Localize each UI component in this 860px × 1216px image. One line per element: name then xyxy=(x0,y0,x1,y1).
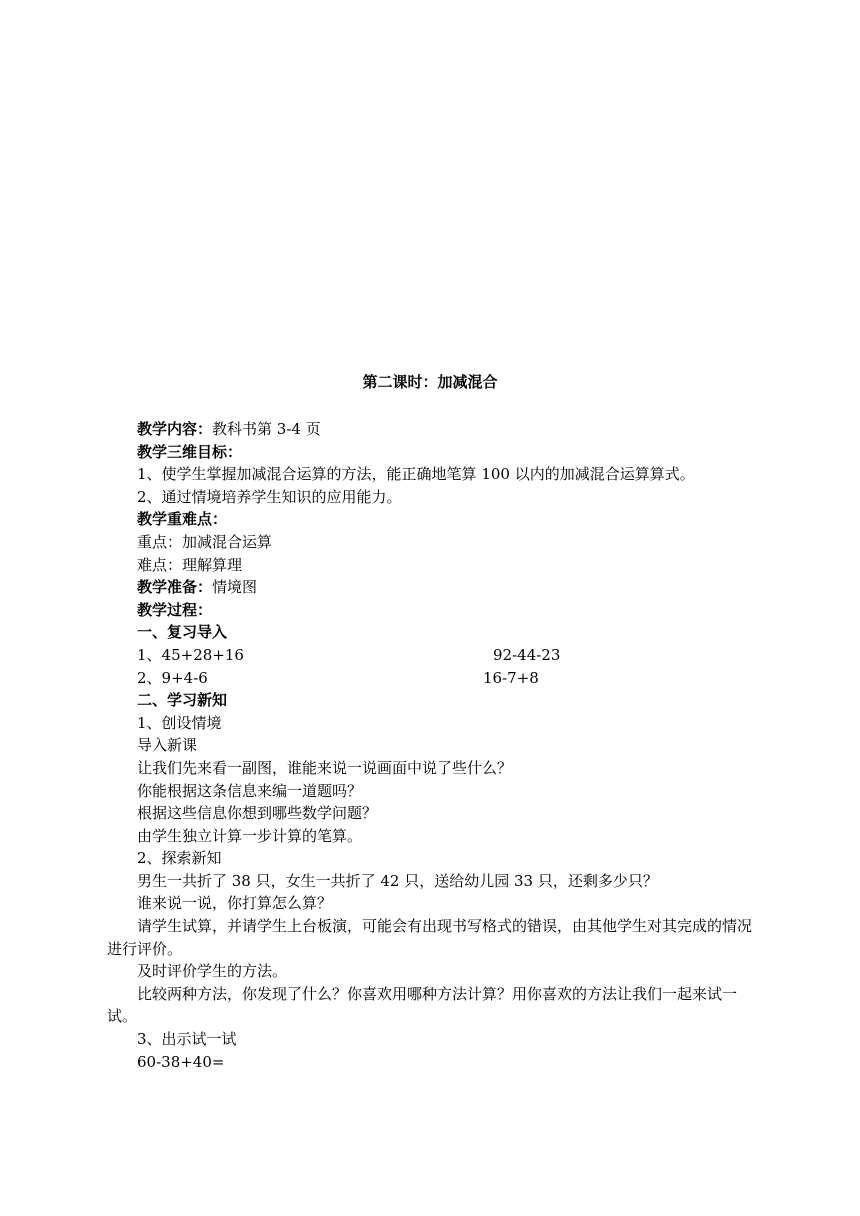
review-expr-4: 16-7+8 xyxy=(483,668,539,687)
teaching-content-line xyxy=(137,418,787,441)
try-expression: 60-38+40= xyxy=(137,1052,225,1071)
goals-heading: 教学三维目标： xyxy=(137,442,243,461)
question-3: 根据这些信息你想到哪些数学问题？ xyxy=(137,804,378,823)
problem-text: 男生一共折了 38 只，女生一共折了 42 只，送给幼儿园 33 只，还剩多少只？ xyxy=(137,871,658,890)
lesson-content xyxy=(107,418,787,1073)
review-row-2 xyxy=(137,667,787,690)
preparation-label: 教学准备： xyxy=(137,578,213,597)
paragraph-compare: 比较两种方法，你发现了什么？你喜欢用哪种方法计算？用你喜欢的方法让我们一起来试一试。 xyxy=(107,984,738,1026)
preparation-line xyxy=(137,576,787,599)
review-expr-1: 1、45+28+16 xyxy=(137,645,244,664)
review-expr-2: 92-44-23 xyxy=(493,645,561,664)
teaching-content-label: 教学内容： xyxy=(137,420,213,438)
review-expr-3: 2、9+4-6 xyxy=(137,668,208,687)
review-row-1 xyxy=(137,644,787,667)
difficulty-point: 难点：理解算理 xyxy=(137,555,243,574)
ask-line: 谁来说一说，你打算怎么算？ xyxy=(137,894,333,913)
step-2: 2、探索新知 xyxy=(137,849,222,868)
key-point: 重点：加减混合运算 xyxy=(137,532,273,551)
question-4: 由学生独立计算一步计算的笔算。 xyxy=(137,826,363,845)
question-1: 让我们先来看一副图，谁能来说一说画面中说了些什么？ xyxy=(137,758,513,777)
preparation-value: 情境图 xyxy=(212,578,258,597)
process-heading: 教学过程： xyxy=(137,600,213,619)
step-3: 3、出示试一试 xyxy=(137,1030,237,1049)
step-1: 1、创设情境 xyxy=(137,713,222,732)
teaching-content-value: 教科书第 3-4 页 xyxy=(212,420,321,438)
goal-2: 2、通过情境培养学生知识的应用能力。 xyxy=(137,487,402,506)
goal-1: 1、使学生掌握加减混合运算的方法，能正确地笔算 100 以内的加减混合运算算式。 xyxy=(137,465,695,484)
section-new-heading: 二、学习新知 xyxy=(137,691,228,710)
question-2: 你能根据这条信息来编一道题吗？ xyxy=(137,781,363,800)
paragraph-trial: 请学生试算，并请学生上台板演，可能会有出现书写格式的错误，由其他学生对其完成的情况进行评价。 xyxy=(107,917,753,958)
keypoints-heading: 教学重难点： xyxy=(137,510,228,529)
section-review-heading: 一、复习导入 xyxy=(137,623,228,642)
page-title: 第二课时：加减混合 xyxy=(362,373,498,391)
intro-line: 导入新课 xyxy=(137,736,198,755)
evaluate-line: 及时评价学生的方法。 xyxy=(137,962,288,981)
